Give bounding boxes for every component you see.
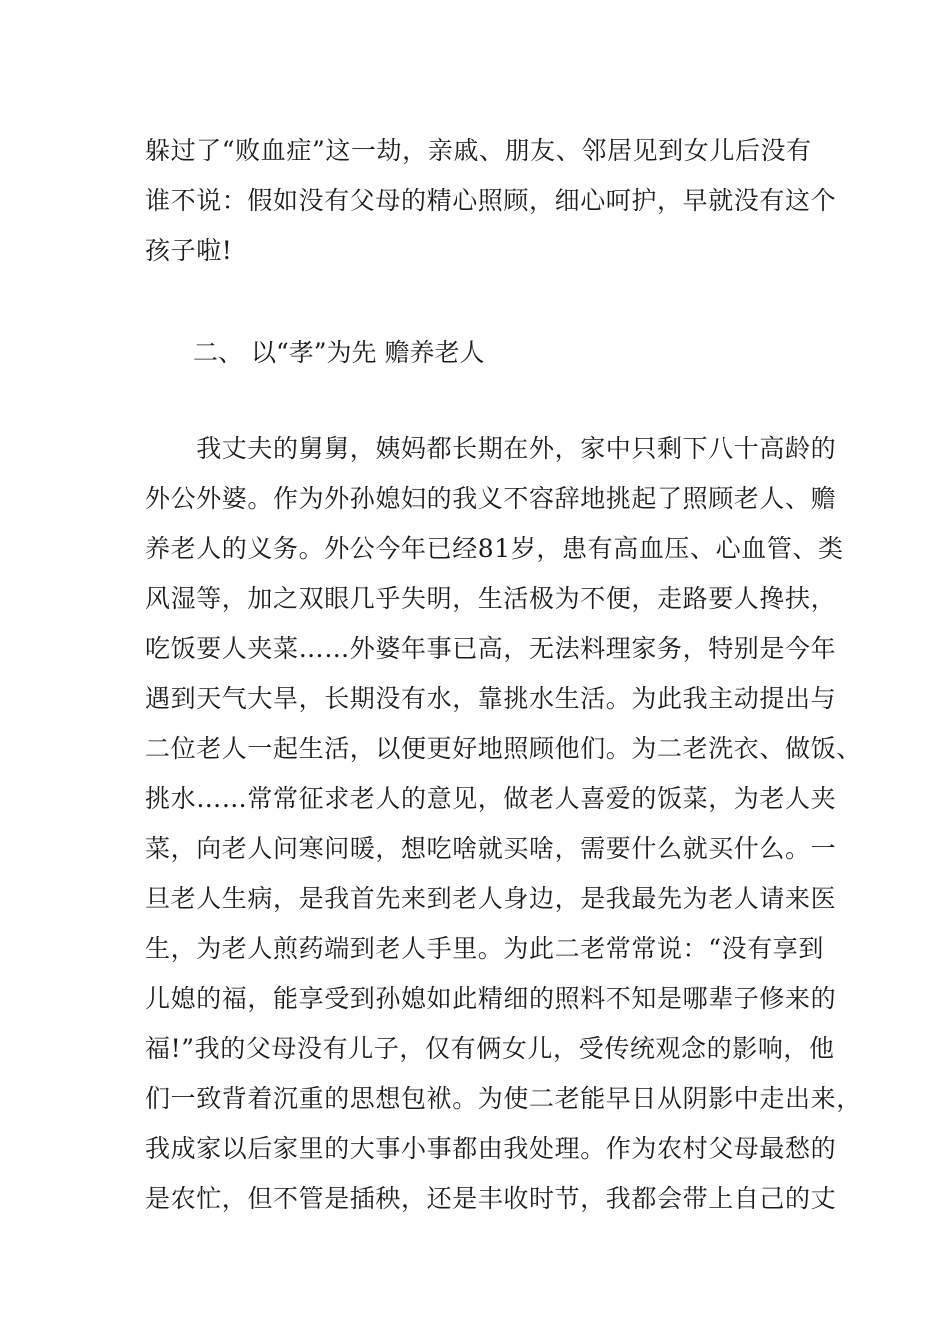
paragraph-2-line: 我丈夫的舅舅，姨妈都长期在外，家中只剩下八十高龄的	[145, 434, 837, 463]
paragraph-2-line: 儿媳的福，能享受到孙媳如此精细的照料不知是哪辈子修来的	[145, 984, 837, 1013]
paragraph-2-line: 外公外婆。作为外孙媳妇的我义不容辞地挑起了照顾老人、赡	[145, 484, 837, 513]
paragraph-2-line: 吃饭要人夹菜……外婆年事已高，无法料理家务，特别是今年	[145, 634, 837, 663]
paragraph-2-line: 遇到天气大旱，长期没有水，靠挑水生活。为此我主动提出与	[145, 684, 837, 713]
paragraph-2-line: 我成家以后家里的大事小事都由我处理。作为农村父母最愁的	[145, 1134, 837, 1163]
section-heading	[193, 338, 485, 368]
section-number: 二、	[193, 338, 244, 367]
paragraph-2-line: 菜，向老人问寒问暖，想吃啥就买啥，需要什么就买什么。一	[145, 834, 837, 863]
paragraph-1-line: 躲过了“败血症”这一劫，亲戚、朋友、邻居见到女儿后没有	[145, 136, 812, 165]
section-title: 以“孝”为先 赡养老人	[251, 338, 485, 367]
paragraph-2-line: 们一致背着沉重的思想包袱。为使二老能早日从阴影中走出来，	[145, 1084, 862, 1113]
paragraph-2-line: 二位老人一起生活，以便更好地照顾他们。为二老洗衣、做饭、	[145, 734, 862, 763]
paragraph-2-line: 旦老人生病，是我首先来到老人身边，是我最先为老人请来医	[145, 884, 837, 913]
paragraph-2-line: 风湿等，加之双眼几乎失明，生活极为不便，走路要人搀扶，	[145, 584, 837, 613]
paragraph-1-line: 谁不说：假如没有父母的精心照顾，细心呵护，早就没有这个	[145, 186, 837, 215]
paragraph-2-line: 生，为老人煎药端到老人手里。为此二老常常说：“没有享到	[145, 934, 824, 963]
paragraph-2-line: 养老人的义务。外公今年已经81岁，患有高血压、心血管、类	[145, 534, 844, 563]
paragraph-2-line: 是农忙，但不管是插秧，还是丰收时节，我都会带上自己的丈	[145, 1184, 837, 1213]
paragraph-2-line: 挑水……常常征求老人的意见，做老人喜爱的饭菜，为老人夹	[145, 784, 837, 813]
paragraph-2-line: 福!”我的父母没有儿子，仅有俩女儿，受传统观念的影响，他	[145, 1034, 835, 1063]
paragraph-1-line: 孩子啦!	[145, 236, 233, 265]
